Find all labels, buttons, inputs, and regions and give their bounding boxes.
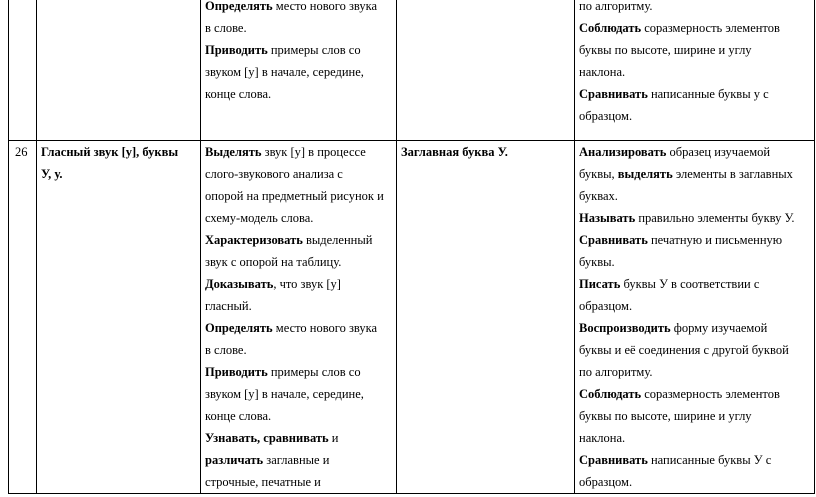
plain-text: написанные буквы У с <box>647 453 772 467</box>
keyword: Приводить <box>205 365 268 379</box>
plain-text: , что звук [у] <box>273 277 341 291</box>
text-line <box>579 83 810 105</box>
text-line <box>579 295 810 317</box>
plain-text: конце слова. <box>205 87 272 101</box>
plain-text: соразмерность элементов <box>641 21 780 35</box>
letter-cell <box>397 0 575 141</box>
table-row-26 <box>9 141 815 494</box>
keyword: Анализировать <box>579 145 667 159</box>
text-line <box>579 185 810 207</box>
text-line <box>205 39 392 61</box>
text-line <box>205 163 392 185</box>
text-line <box>41 163 196 185</box>
keyword: Соблюдать <box>579 387 642 401</box>
plain-text: правильно элементы букву У. <box>635 211 795 225</box>
plain-text: место нового звука <box>272 321 378 335</box>
actions-cell <box>575 141 815 494</box>
text-line <box>205 83 392 105</box>
plain-text: строчные, печатные и <box>205 475 321 489</box>
keyword: Гласный звук [у], буквы <box>41 145 179 159</box>
text-line <box>579 229 810 251</box>
plain-text: написанные буквы у с <box>647 87 769 101</box>
text-line <box>579 273 810 295</box>
keyword: Заглавная буква У. <box>401 145 508 159</box>
row-number: 26 <box>15 145 28 159</box>
text-line <box>205 427 392 449</box>
plain-text: выделенный <box>302 233 373 247</box>
lesson-plan-table <box>8 0 815 494</box>
keyword: Определять <box>205 0 273 13</box>
plain-text: звук с опорой на таблицу. <box>205 255 342 269</box>
text-line <box>579 251 810 273</box>
text-line <box>579 0 810 17</box>
plain-text: образцом. <box>579 109 633 123</box>
text-line <box>579 449 810 471</box>
text-line <box>579 471 810 493</box>
text-line <box>205 273 392 295</box>
plain-text: образцом. <box>579 299 633 313</box>
text-line <box>205 295 392 317</box>
text-line <box>205 207 392 229</box>
text-line <box>579 163 810 185</box>
text-line <box>579 383 810 405</box>
text-line <box>205 361 392 383</box>
keyword: Приводить <box>205 43 268 57</box>
plain-text: примеры слов со <box>267 365 361 379</box>
text-line <box>579 427 810 449</box>
plain-text: буквы. <box>579 255 615 269</box>
plain-text: схему-модель слова. <box>205 211 314 225</box>
plain-text: и <box>328 431 339 445</box>
plain-text: образцом. <box>579 475 633 489</box>
text-line <box>205 185 392 207</box>
plain-text: гласный. <box>205 299 252 313</box>
plain-text: соразмерность элементов <box>641 387 780 401</box>
text-line <box>205 471 392 493</box>
text-line <box>579 39 810 61</box>
keyword: Доказывать <box>205 277 274 291</box>
text-line <box>205 0 392 17</box>
table-row-prev <box>9 0 815 141</box>
text-line <box>205 339 392 361</box>
text-line <box>579 61 810 83</box>
plain-text: в слове. <box>205 21 247 35</box>
text-line <box>579 317 810 339</box>
plain-text: печатную и письменную <box>647 233 783 247</box>
text-line <box>205 17 392 39</box>
keyword: Сравнивать <box>579 87 648 101</box>
skills-cell <box>201 0 397 141</box>
actions-cell <box>575 0 815 141</box>
keyword: Определять <box>205 321 273 335</box>
text-line <box>205 405 392 427</box>
text-line <box>205 61 392 83</box>
plain-text: конце слова. <box>205 409 272 423</box>
keyword: Характеризовать <box>205 233 303 247</box>
plain-text: слого-звукового анализа с <box>205 167 343 181</box>
keyword: Называть <box>579 211 636 225</box>
text-line <box>205 141 392 163</box>
skills-cell <box>201 141 397 494</box>
text-line <box>579 339 810 361</box>
plain-text: образец изучаемой <box>666 145 771 159</box>
plain-text: место нового звука <box>272 0 378 13</box>
text-line <box>205 229 392 251</box>
plain-text: буквы У в соответствии с <box>620 277 760 291</box>
keyword: выделять <box>617 167 673 181</box>
plain-text: в слове. <box>205 343 247 357</box>
keyword: Сравнивать <box>579 453 648 467</box>
text-line <box>579 105 810 127</box>
text-line <box>205 317 392 339</box>
plain-text: звуком [у] в начале, середине, <box>205 387 364 401</box>
plain-text: опорой на предметный рисунок и <box>205 189 384 203</box>
row-number-cell <box>9 0 37 141</box>
text-line <box>401 141 570 163</box>
keyword: Воспроизводить <box>579 321 671 335</box>
plain-text: буквы по высоте, ширине и углу <box>579 409 752 423</box>
text-line <box>205 251 392 273</box>
plain-text: буквы и её соединения с другой буквой <box>579 343 789 357</box>
keyword: Сравнивать <box>579 233 648 247</box>
topic-cell <box>37 0 201 141</box>
row-number-cell <box>9 141 37 494</box>
plain-text: примеры слов со <box>267 43 361 57</box>
plain-text: заглавные и <box>263 453 330 467</box>
keyword: Соблюдать <box>579 21 642 35</box>
text-line <box>579 405 810 427</box>
text-line <box>41 141 196 163</box>
plain-text: буквы, <box>579 167 618 181</box>
text-line <box>579 141 810 163</box>
plain-text: звук [у] в процессе <box>261 145 366 159</box>
keyword: У, у. <box>41 167 63 181</box>
plain-text: буквах. <box>579 189 618 203</box>
text-line <box>579 17 810 39</box>
plain-text: наклона. <box>579 65 626 79</box>
text-line <box>579 361 810 383</box>
plain-text: звуком [у] в начале, середине, <box>205 65 364 79</box>
letter-cell <box>397 141 575 494</box>
keyword: различать <box>205 453 264 467</box>
plain-text: наклона. <box>579 431 626 445</box>
plain-text: буквы по высоте, ширине и углу <box>579 43 752 57</box>
keyword: Узнавать, сравнивать <box>205 431 329 445</box>
text-line <box>579 207 810 229</box>
plain-text: форму изучаемой <box>670 321 768 335</box>
keyword: Выделять <box>205 145 262 159</box>
topic-cell <box>37 141 201 494</box>
plain-text: элементы в заглавных <box>672 167 793 181</box>
text-line <box>205 449 392 471</box>
plain-text: по алгоритму. <box>579 0 653 13</box>
text-line <box>205 383 392 405</box>
plain-text: по алгоритму. <box>579 365 653 379</box>
keyword: Писать <box>579 277 621 291</box>
